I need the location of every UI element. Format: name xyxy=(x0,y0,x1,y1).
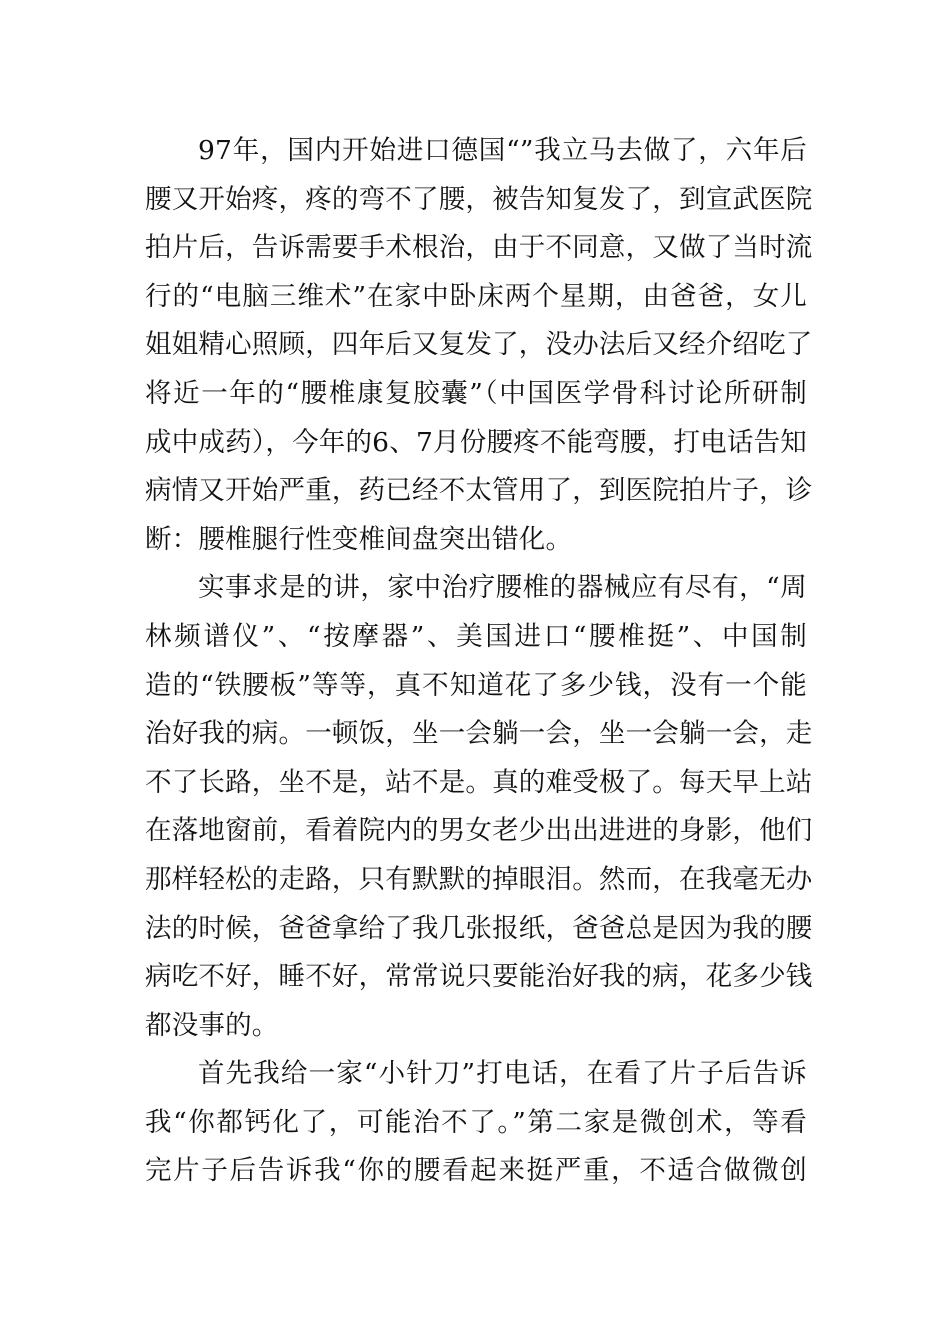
text-line: 法的时候，爸爸拿给了我几张报纸，爸爸总是因为我的腰 xyxy=(145,912,813,944)
text-line: 首先我给一家“小针刀”打电话，在看了片子后告诉 xyxy=(198,1058,807,1090)
paragraph-1 xyxy=(145,127,813,564)
text-line: 病吃不好，睡不好，常常说只要能治好我的病，花多少钱 xyxy=(145,961,813,993)
paragraph-2 xyxy=(145,564,813,1050)
text-line: 都没事的。 xyxy=(145,1009,279,1041)
text-line: 断：腰椎腿行性变椎间盘突出错化。 xyxy=(145,523,573,555)
paragraph-3 xyxy=(145,1050,807,1196)
text-line: 那样轻松的走路，只有默默的掉眼泪。然而，在我毫无办 xyxy=(145,863,813,895)
text-line: 林频谱仪”、“按摩器”、美国进口“腰椎挺”、中国制 xyxy=(145,620,807,652)
text-line: 97年，国内开始进口德国“”我立马去做了，六年后 xyxy=(198,135,807,166)
text-line: 造的“铁腰板”等等，真不知道花了多少钱，没有一个能 xyxy=(145,669,807,701)
text-line: 行的“电脑三维术”在家中卧床两个星期，由爸爸，女儿 xyxy=(145,280,807,312)
text-line: 姐姐精心照顾，四年后又复发了，没办法后又经介绍吃了 xyxy=(145,329,813,361)
text-line: 完片子后告诉我“你的腰看起来挺严重，不适合做微创 xyxy=(145,1155,807,1187)
text-line: 病情又开始严重，药已经不太管用了，到医院拍片子，诊 xyxy=(145,475,813,507)
text-line: 治好我的病。一顿饭，坐一会躺一会，坐一会躺一会，走 xyxy=(145,718,813,750)
text-line: 我“你都钙化了，可能治不了。”第二家是微创术，等看 xyxy=(145,1106,807,1138)
document-body xyxy=(145,127,813,1196)
text-line: 将近一年的“腰椎康复胶囊”（中国医学骨科讨论所研制 xyxy=(145,377,807,409)
text-line: 实事求是的讲，家中治疗腰椎的器械应有尽有，“周 xyxy=(198,572,807,604)
text-line: 腰又开始疼，疼的弯不了腰，被告知复发了，到宣武医院 xyxy=(145,183,813,215)
text-line: 拍片后，告诉需要手术根治，由于不同意，又做了当时流 xyxy=(145,232,813,264)
text-line: 不了长路，坐不是，站不是。真的难受极了。每天早上站 xyxy=(145,766,813,798)
text-line: 成中成药），今年的6、7月份腰疼不能弯腰，打电话告知 xyxy=(145,426,807,458)
text-line: 在落地窗前，看着院内的男女老少出出进进的身影，他们 xyxy=(145,815,813,847)
